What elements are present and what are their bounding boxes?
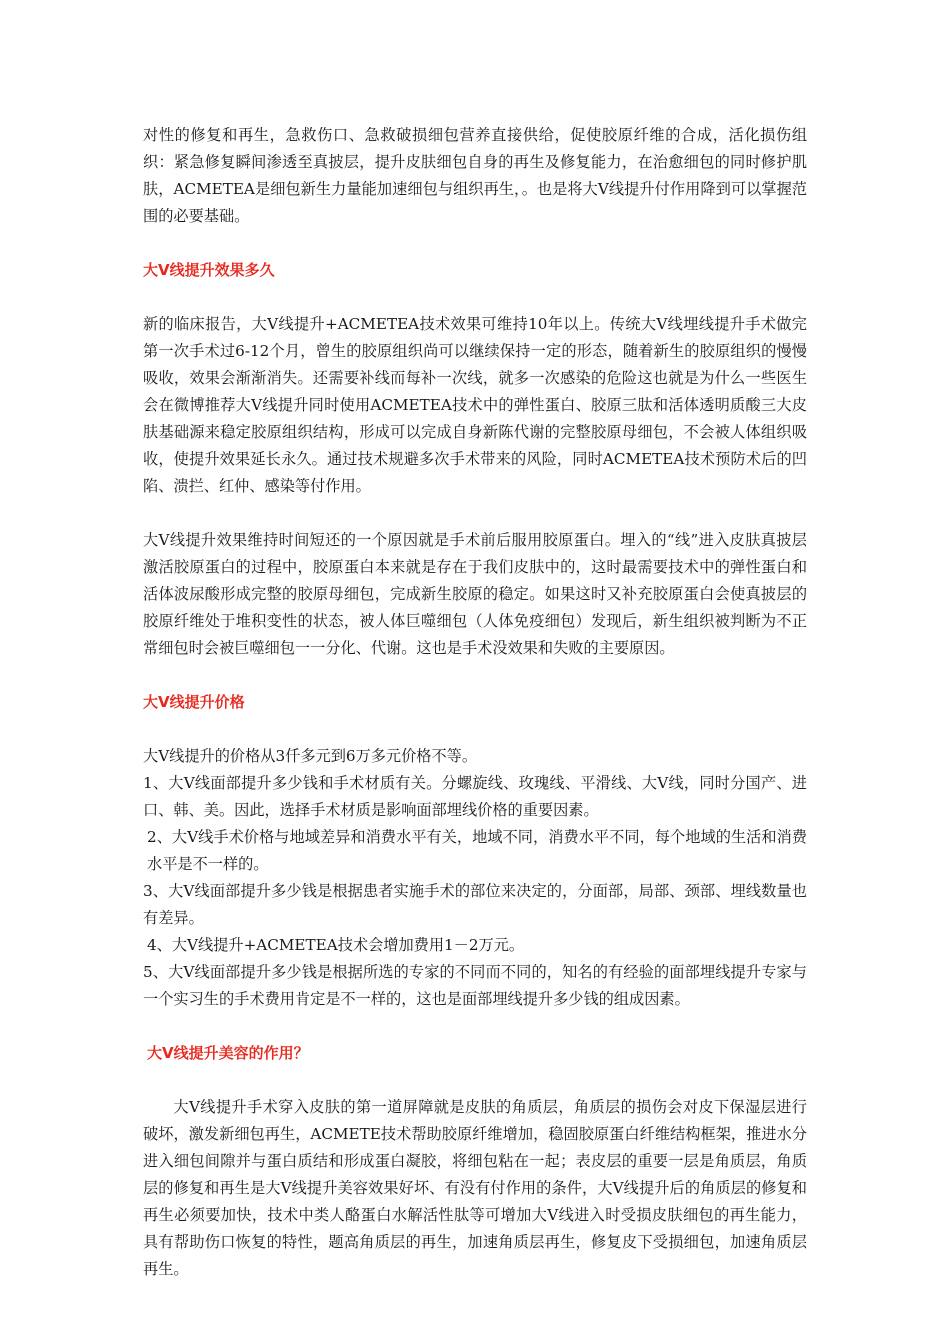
spacer [143, 230, 807, 257]
price-item-2: 2、大V线手术价格与地域差异和消费水平有关，地域不同，消费水平不同，每个地域的生活和消费水平是不一样的。 [147, 828, 807, 873]
heading-price: 大V线提升价格 [143, 693, 245, 711]
effect-paragraph: 大V线提升手术穿入皮肤的第一道屏障就是皮肤的角质层，角质层的损伤会对皮下保湿层进行破坏，激发新细包再生，ACMETE技术帮助胶原纤维增加，稳固胶原蛋白纤维结构框架，推进水分进入细包间隙并与蛋白质结和形成蛋白凝胶，将细包粘在一起；表皮层的重要一层是角质层，角质层的修复和再生是大V线提升美容效果好坏、有没有付作用的条件，大V线提升后的角质层的修复和再生必须要加快，技术中类人酪蛋白水解活性肽等可增加大V线进入时受损皮肤细包的再生能力，具有帮助伤口恢复的特性，题高角质层的再生，加速角质层再生，修复皮下受损细包，加速角质层再生。 [143, 1098, 807, 1278]
intro-paragraph: 对性的修复和再生，急救伤口、急救破损细包营养直接供给，促使胶原纤维的合成，活化损伤组织：紧急修复瞬间渗透至真披层，提升皮肤细包自身的再生及修复能力，在治愈细包的同时修护肌肤，ACMETEA是细包新生力量能加速细包与组织再生，。也是将大V线提升付作用降到可以掌握范围的必要基础。 [143, 126, 807, 225]
spacer [143, 1013, 807, 1040]
spacer [143, 284, 807, 311]
spacer [143, 1067, 807, 1094]
price-item-3: 3、大V线面部提升多少钱是根据患者实施手术的部位来决定的，分面部，局部、颈部、埋线数量也有差异。 [143, 882, 807, 927]
spacer [143, 662, 807, 689]
price-item-4: 4、大V线提升+ACMETEA技术会增加费用1－2万元。 [147, 936, 525, 954]
price-item-5: 5、大V线面部提升多少钱是根据所选的专家的不同而不同的，知名的有经验的面部埋线提升专家与一个实习生的手术费用肯定是不一样的，这也是面部埋线提升多少钱的组成因素。 [143, 963, 807, 1008]
duration-paragraph-1: 新的临床报告，大V线提升+ACMETEA技术效果可维持10年以上。传统大V线埋线提升手术做完第一次手术过6-12个月，曾生的胶原组织尚可以继续保持一定的形态，随着新生的胶原组织的慢慢吸收，效果会渐渐消失。还需要补线而每补一次线，就多一次感染的危险这也就是为什么一些医生会在微博推荐大V线提升同时使用ACMETEA技术中的弹性蛋白、胶原三肽和活体透明质酸三大皮肤基础源来稳定胶原组织结构，形成可以完成自身新陈代谢的完整胶原母细包，不会被人体组织吸收，使提升效果延长永久。通过技术规避多次手术带来的风险，同时ACMETEA技术预防术后的凹陷、溃拦、红仲、感染等付作用。 [143, 315, 807, 495]
heading-duration: 大V线提升效果多久 [143, 261, 275, 279]
price-intro: 大V线提升的价格从3仟多元到6万多元价格不等。 [143, 747, 478, 765]
spacer [143, 500, 807, 527]
price-item-1: 1、大V线面部提升多少钱和手术材质有关。分螺旋线、玫瑰线、平滑线、大V线，同时分国产、进口、韩、美。因此，选择手术材质是影响面部埋线价格的重要因素。 [143, 774, 807, 819]
document-page [143, 122, 807, 1283]
duration-paragraph-2: 大V线提升效果维持时间短还的一个原因就是手术前后服用胶原蛋白。埋入的“线”进入皮肤真披层激活胶原蛋白的过程中，胶原蛋白本来就是存在于我们皮肤中的，这时最需要技术中的弹性蛋白和活体波尿酸形成完整的胶原母细包，完成新生胶原的稳定。如果这时又补充胶原蛋白会使真披层的胶原纤维处于堆积变性的状态，被人体巨噬细包（人体免疫细包）发现后，新生组织被判断为不正常细包时会被巨噬细包一一分化、代谢。这也是手术没效果和失败的主要原因。 [143, 531, 807, 657]
spacer [143, 716, 807, 743]
heading-effect: 大V线提升美容的作用？ [147, 1044, 309, 1062]
